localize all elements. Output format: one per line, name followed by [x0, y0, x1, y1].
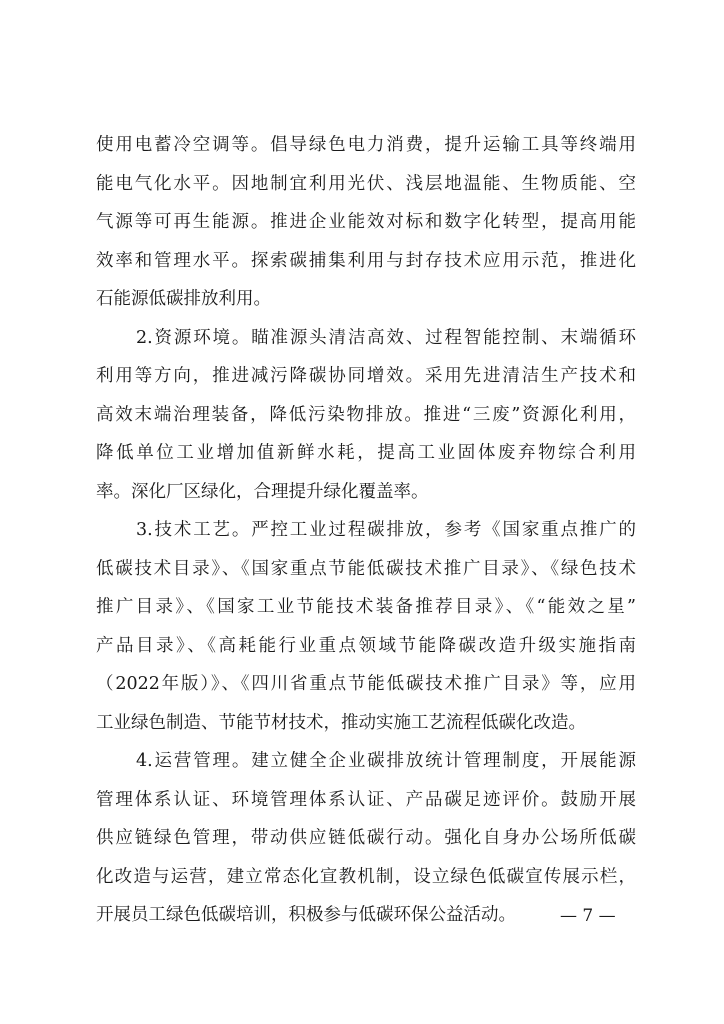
text-line: 率。深化厂区绿化，合理提升绿化覆盖率。 [96, 481, 429, 502]
body-text [96, 126, 636, 935]
text-line: 工业绿色制造、节能节材技术，推动实施工艺流程低碳化改造。 [96, 712, 586, 733]
text-line: 开展员工绿色低碳培训，积极参与低碳环保公益活动。 [96, 905, 516, 925]
text-line: 产品目录》、《高耗能行业重点领域节能降碳改造升级实施指南 [96, 635, 636, 656]
text-line: 气源等可再生能源。推进企业能效对标和数字化转型，提高用能 [96, 212, 636, 232]
text-line: 供应链绿色管理，带动供应链低碳行动。强化自身办公场所低碳 [96, 828, 636, 848]
text-line: 效率和管理水平。探索碳捕集利用与封存技术应用示范，推进化 [96, 250, 636, 271]
text-line: 推广目录》、《国家工业节能技术装备推荐目录》、《“能效之星” [96, 597, 636, 617]
text-line: 高效末端治理装备，降低污染物排放。推进“三废”资源化利用， [96, 404, 636, 425]
text-line: 管理体系认证、环境管理体系认证、产品碳足迹评价。鼓励开展 [96, 789, 636, 810]
text-line: 使用电蓄冷空调等。倡导绿色电力消费，提升运输工具等终端用 [96, 135, 636, 155]
text-line: 能电气化水平。因地制宜利用光伏、浅层地温能、生物质能、空 [96, 173, 636, 194]
section-heading-line: 4.运营管理。建立健全企业碳排放统计管理制度，开展能源 [136, 751, 636, 771]
section-heading-line: 3.技术工艺。严控工业过程碳排放，参考《国家重点推广的 [136, 520, 636, 540]
page-number: — 7 — [560, 906, 616, 926]
text-line: 利用等方向，推进减污降碳协同增效。采用先进清洁生产技术和 [96, 366, 636, 386]
text-line: （2022年版）》、《四川省重点节能低碳技术推广目录》等，应用 [96, 674, 636, 694]
text-line: 低碳技术目录》、《国家重点节能低碳技术推广目录》、《绿色技术 [96, 558, 636, 579]
text-line: 降低单位工业增加值新鲜水耗，提高工业固体废弃物综合利用 [96, 443, 636, 463]
text-line: 石能源低碳排放利用。 [96, 289, 271, 309]
text-line: 化改造与运营，建立常态化宣教机制，设立绿色低碳宣传展示栏， [96, 866, 636, 887]
section-heading-line: 2.资源环境。瞄准源头清洁高效、过程智能控制、末端循环 [136, 327, 636, 348]
